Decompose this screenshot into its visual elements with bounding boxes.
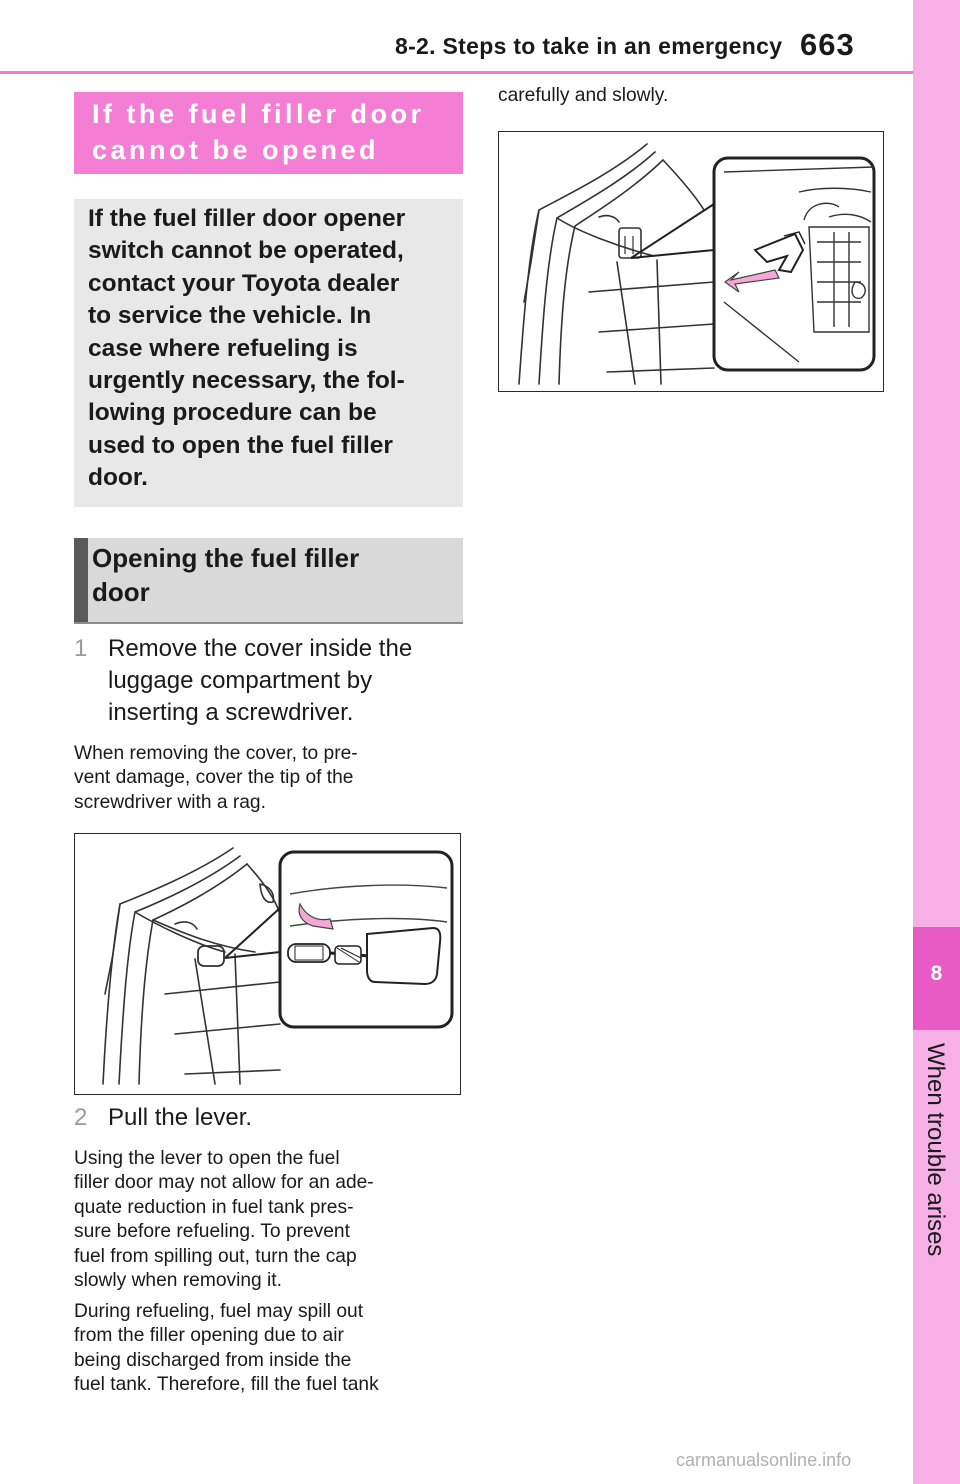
note-line: fuel from spilling out, turn the cap (74, 1245, 357, 1267)
section-header-title: 8-2. Steps to take in an emergency (395, 33, 783, 59)
header-divider (0, 71, 913, 74)
section-heading-bar (74, 538, 88, 622)
step-line: Remove the cover inside the (108, 635, 413, 662)
intro-text (88, 203, 458, 495)
intro-line: to service the vehicle. In (88, 302, 372, 330)
topic-banner-title (92, 96, 452, 168)
step-2-note-2 (74, 1300, 458, 1398)
chapter-title: When trouble arises (922, 1043, 949, 1257)
cover-panel (367, 928, 440, 984)
continuation-text: carefully and slowly. (498, 85, 669, 106)
step-line: inserting a screwdriver. (108, 699, 354, 726)
luggage-compartment-illustration (75, 834, 459, 1093)
intro-line: used to open the fuel filler (88, 431, 393, 459)
note-line: filler door may not allow for an ade- (74, 1172, 374, 1194)
note-line: screwdriver with a rag. (74, 791, 266, 813)
chapter-side-tab (913, 0, 960, 1484)
intro-line: switch cannot be operated, (88, 237, 404, 265)
fuel-lever-figure (498, 131, 884, 392)
cover-shape (198, 946, 224, 966)
intro-line: lowing procedure can be (88, 399, 377, 427)
note-line: being discharged from inside the (74, 1349, 352, 1371)
banner-title-line: cannot be opened (92, 135, 380, 165)
page-number: 663 (800, 27, 855, 62)
note-line: Using the lever to open the fuel (74, 1148, 340, 1169)
intro-line: case where refueling is (88, 334, 358, 362)
step-text (108, 633, 468, 729)
step-1-note (74, 742, 458, 815)
intro-line: urgently necessary, the fol- (88, 367, 405, 395)
note-line: When removing the cover, to pre- (74, 743, 358, 764)
step-number: 1 (74, 635, 88, 662)
note-line: quate reduction in fuel tank pres- (74, 1196, 354, 1218)
intro-line: door. (88, 464, 148, 492)
intro-line: contact your Toyota dealer (88, 269, 400, 297)
note-line: vent damage, cover the tip of the (74, 767, 354, 789)
step-line: Pull the lever. (108, 1104, 253, 1131)
section-title-line: Opening the fuel filler (92, 543, 360, 573)
step-number: 2 (74, 1104, 88, 1131)
step-text (108, 1102, 468, 1134)
note-line: sure before refueling. To prevent (74, 1221, 350, 1243)
note-line: fuel tank. Therefore, fill the fuel tank (74, 1374, 379, 1396)
section-heading-title (92, 541, 452, 609)
chapter-number: 8 (930, 962, 943, 985)
intro-line: If the fuel filler door opener (88, 205, 406, 232)
note-line: During refueling, fuel may spill out (74, 1301, 364, 1322)
step-line: luggage compartment by (108, 667, 373, 694)
section-title-line: door (92, 577, 150, 607)
fuel-lever-illustration (499, 132, 882, 390)
banner-title-line: If the fuel filler door (92, 99, 425, 129)
note-line: from the filler opening due to air (74, 1325, 344, 1347)
step-2-note (74, 1147, 458, 1293)
watermark: carmanualsonline.info (676, 1450, 852, 1470)
note-line: slowly when removing it. (74, 1270, 282, 1292)
luggage-screwdriver-figure (74, 833, 461, 1095)
